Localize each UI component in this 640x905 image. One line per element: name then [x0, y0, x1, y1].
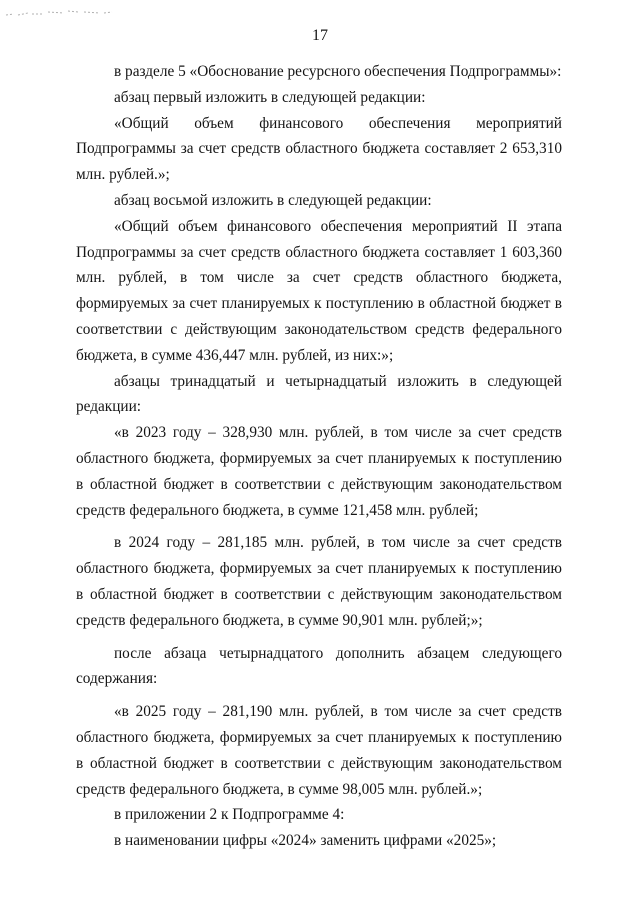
- paragraph: «в 2025 году – 281,190 млн. рублей, в том числе за счет средств областного бюджета, формируемых за счет планируемых к поступлению в областной бюджет в соответствии с действующим законодательством средств федерального бюджета, в сумме 98,005 млн. рублей.»;: [76, 703, 562, 798]
- scan-artifact-icon: [4, 6, 116, 18]
- document-body: [76, 59, 562, 854]
- paragraph: «в 2023 году – 328,930 млн. рублей, в том числе за счет средств областного бюджета, формируемых за счет планируемых к поступлению в областной бюджет в соответствии с действующим законодательством средств федерального бюджета, в сумме 121,458 млн. рублей;: [76, 424, 562, 519]
- paragraph: абзац восьмой изложить в следующей редакции:: [114, 191, 432, 209]
- paragraph: после абзаца четырнадцатого дополнить абзацем следующего содержания:: [76, 644, 562, 688]
- paragraph: в 2024 году – 281,185 млн. рублей, в том числе за счет средств областного бюджета, формируемых за счет планируемых к поступлению в областной бюджет в соответствии с действующим законодательством средств федерального бюджета, в сумме 90,901 млн. рублей;»;: [76, 534, 562, 629]
- paragraph: «Общий объем финансового обеспечения мероприятий Подпрограммы за счет средств областного бюджета составляет 2 653,310 млн. рублей.»;: [76, 114, 562, 184]
- paragraph: абзацы тринадцатый и четырнадцатый изложить в следующей редакции:: [76, 372, 562, 416]
- paragraph: в приложении 2 к Подпрограмме 4:: [114, 806, 345, 824]
- paragraph: абзац первый изложить в следующей редакции:: [114, 88, 426, 106]
- paragraph: в разделе 5 «Обоснование ресурсного обеспечения Подпрограммы»:: [114, 63, 562, 80]
- page-number: 17: [312, 27, 328, 44]
- paragraph: «Общий объем финансового обеспечения мероприятий II этапа Подпрограммы за счет средств областного бюджета составляет 1 603,360 млн. рублей, в том числе за счет средств областного бюджета, формируемых за счет планируемых к поступлению в областной бюджет в соответствии с действующим законодательством средств федерального бюджета, в сумме 436,447 млн. рублей, из них:»;: [76, 217, 562, 364]
- paragraph: в наименовании цифры «2024» заменить цифрами «2025»;: [114, 832, 497, 850]
